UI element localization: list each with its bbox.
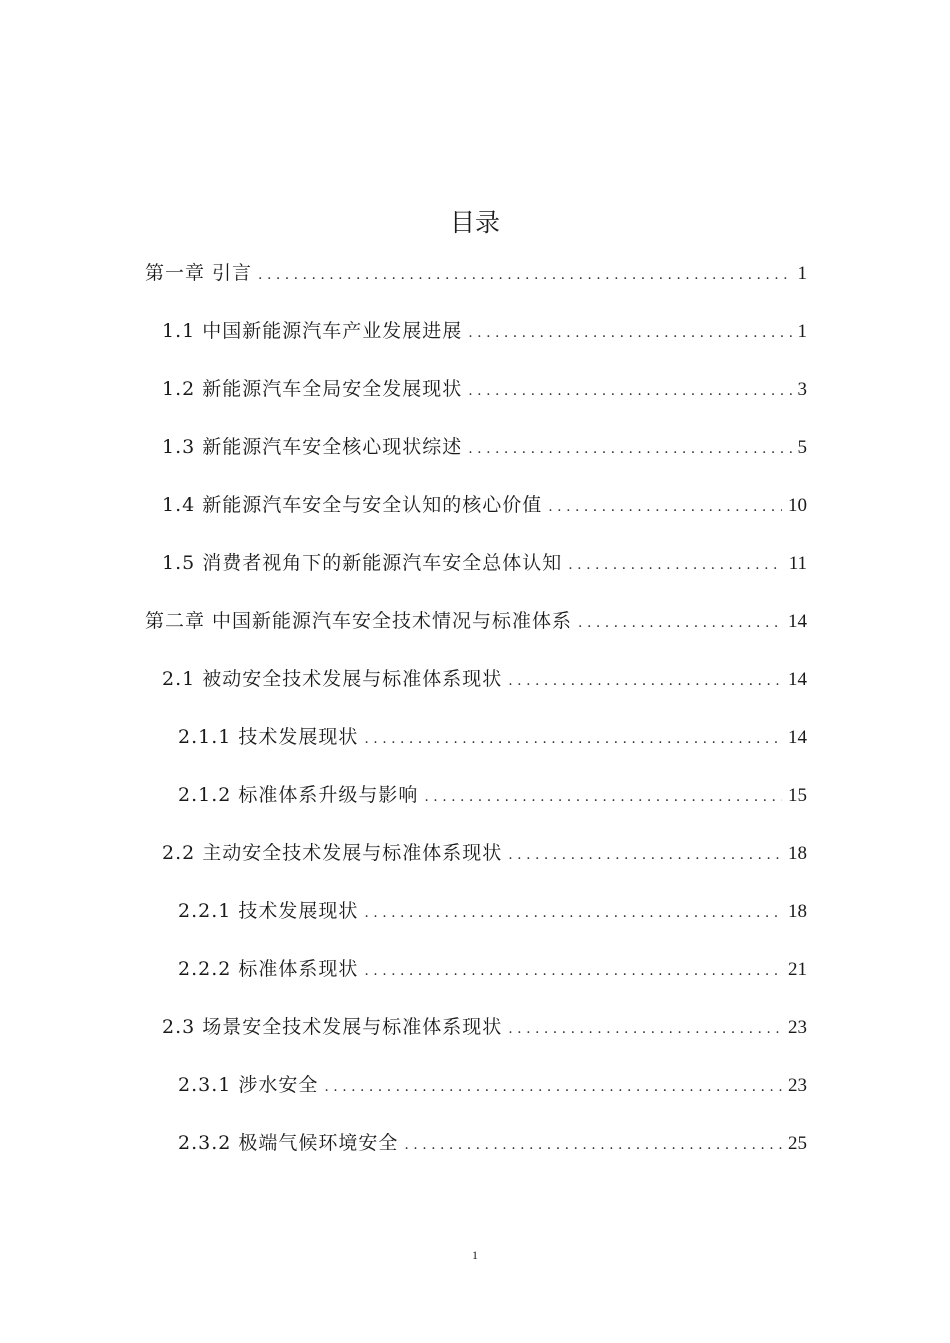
dot-leader (508, 847, 782, 863)
dot-leader (568, 557, 782, 573)
dot-leader (324, 1079, 782, 1095)
toc-entry-label: 2.1.1 技术发展现状 (178, 726, 359, 748)
toc-entry-label: 2.3.2 极端气候环境安全 (178, 1132, 399, 1154)
toc-entry-page: 21 (788, 959, 807, 980)
toc-entry-label: 2.3 场景安全技术发展与标准体系现状 (162, 1016, 503, 1038)
toc-entry[interactable] (145, 432, 807, 490)
dot-leader (468, 383, 791, 399)
toc-entry-label: 第一章 引言 (145, 262, 253, 284)
toc-entry-page: 18 (788, 901, 807, 922)
toc-entry-label: 2.3.1 涉水安全 (178, 1074, 319, 1096)
dot-leader (548, 499, 782, 515)
table-of-contents (145, 258, 807, 1186)
toc-entry[interactable] (145, 780, 807, 838)
toc-entry-label: 1.2 新能源汽车全局安全发展现状 (162, 378, 463, 400)
toc-entry[interactable] (145, 838, 807, 896)
dot-leader (424, 789, 782, 805)
toc-entry-label: 2.1.2 标准体系升级与影响 (178, 784, 419, 806)
toc-entry[interactable] (145, 664, 807, 722)
dot-leader (468, 325, 791, 341)
dot-leader (364, 731, 782, 747)
toc-entry-page: 14 (788, 611, 807, 632)
toc-entry-label: 1.4 新能源汽车安全与安全认知的核心价值 (162, 494, 543, 516)
toc-entry-page: 14 (788, 727, 807, 748)
toc-entry[interactable] (145, 722, 807, 780)
toc-entry[interactable] (145, 490, 807, 548)
toc-entry-page: 23 (788, 1017, 807, 1038)
toc-entry-label: 2.2 主动安全技术发展与标准体系现状 (162, 842, 503, 864)
dot-leader (364, 905, 782, 921)
toc-entry-page: 15 (788, 785, 807, 806)
toc-entry[interactable] (145, 258, 807, 316)
toc-entry-page: 1 (797, 263, 807, 284)
page-number: 1 (472, 1248, 478, 1262)
toc-entry-label: 2.2.2 标准体系现状 (178, 958, 359, 980)
dot-leader (508, 1021, 782, 1037)
toc-entry[interactable] (145, 1070, 807, 1128)
dot-leader (404, 1137, 782, 1153)
toc-entry-page: 10 (788, 495, 807, 516)
toc-entry-label: 1.3 新能源汽车安全核心现状综述 (162, 436, 463, 458)
toc-entry[interactable] (145, 374, 807, 432)
toc-entry[interactable] (145, 316, 807, 374)
dot-leader (508, 673, 782, 689)
dot-leader (468, 441, 791, 457)
toc-title: 目录 (449, 208, 500, 237)
toc-entry-page: 11 (788, 553, 807, 574)
dot-leader (364, 963, 782, 979)
toc-entry-page: 23 (788, 1075, 807, 1096)
toc-entry[interactable] (145, 954, 807, 1012)
toc-entry[interactable] (145, 548, 807, 606)
toc-entry[interactable] (145, 1012, 807, 1070)
toc-entry-label: 1.5 消费者视角下的新能源汽车安全总体认知 (162, 552, 563, 574)
toc-entry-label: 2.1 被动安全技术发展与标准体系现状 (162, 668, 503, 690)
toc-entry[interactable] (145, 1128, 807, 1186)
toc-entry-label: 第二章 中国新能源汽车安全技术情况与标准体系 (145, 610, 573, 632)
dot-leader (258, 267, 791, 283)
toc-entry-page: 3 (797, 379, 807, 400)
dot-leader (578, 615, 782, 631)
toc-entry-label: 1.1 中国新能源汽车产业发展进展 (162, 320, 463, 342)
toc-entry-label: 2.2.1 技术发展现状 (178, 900, 359, 922)
toc-entry-page: 25 (788, 1133, 807, 1154)
toc-entry[interactable] (145, 896, 807, 954)
toc-entry[interactable] (145, 606, 807, 664)
toc-entry-page: 5 (797, 437, 807, 458)
toc-entry-page: 14 (788, 669, 807, 690)
toc-entry-page: 18 (788, 843, 807, 864)
toc-entry-page: 1 (797, 321, 807, 342)
